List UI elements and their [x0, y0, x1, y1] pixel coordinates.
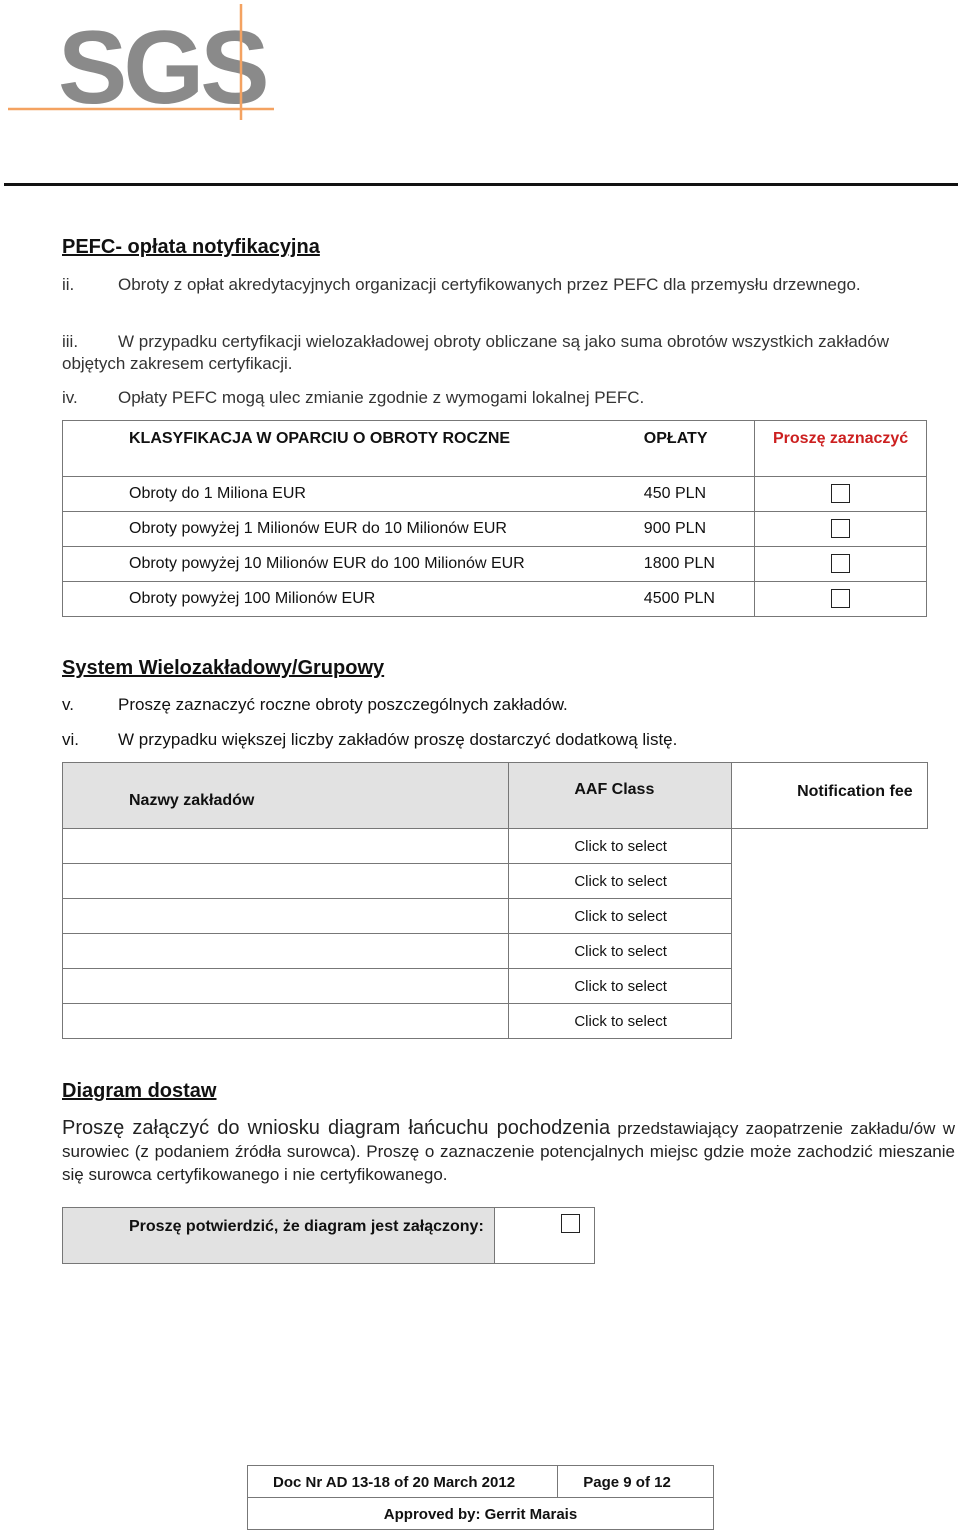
turnover-label: Obroty powyżej 1 Milionów EUR do 10 Milionów EUR [63, 512, 579, 547]
fee-value: 4500 PLN [579, 582, 755, 617]
pefc-item-iv [62, 387, 644, 409]
doc-number: Doc Nr AD 13-18 of 20 March 2012 [248, 1466, 558, 1498]
aaf-class-select[interactable]: Click to select [509, 899, 732, 934]
table-row [63, 547, 927, 582]
group-item-vi [62, 729, 677, 751]
header-aaf-class: AAF Class [509, 763, 732, 829]
table-row [63, 582, 927, 617]
fee-cell [732, 1004, 928, 1039]
item-text: W przypadku większej liczby zakładów proszę dostarczyć dodatkową listę. [118, 730, 678, 749]
aaf-class-select[interactable]: Click to select [509, 1004, 732, 1039]
table-row [63, 899, 928, 934]
logo-text: SGS [58, 10, 266, 120]
fee-table-header [63, 421, 927, 477]
table-row [63, 864, 928, 899]
table-row [63, 829, 928, 864]
fee-cell [732, 969, 928, 1004]
turnover-checkbox[interactable] [831, 519, 850, 538]
turnover-label: Obroty powyżej 100 Milionów EUR [63, 582, 579, 617]
aaf-class-select[interactable]: Click to select [509, 829, 732, 864]
aaf-class-select[interactable]: Click to select [509, 969, 732, 1004]
group-title: System Wielozakładowy/Grupowy [62, 657, 385, 679]
pefc-title: PEFC- opłata notyfikacyjna [62, 236, 320, 258]
fee-value: 900 PLN [579, 512, 755, 547]
item-text: Obroty z opłat akredytacyjnych organizacji certyfikowanych przez PEFC dla przemysłu drzewnego. [118, 275, 861, 294]
group-item-v [62, 694, 568, 716]
turnover-label: Obroty do 1 Miliona EUR [63, 477, 579, 512]
header-fees: OPŁATY [579, 421, 755, 477]
header-rule [4, 183, 958, 186]
sites-table-header [63, 763, 928, 829]
turnover-checkbox[interactable] [831, 554, 850, 573]
diagram-title: Diagram dostaw [62, 1080, 217, 1102]
confirm-checkbox[interactable] [561, 1214, 580, 1233]
aaf-class-select[interactable]: Click to select [509, 864, 732, 899]
approved-by: Approved by: Gerrit Marais [248, 1498, 714, 1530]
site-name-cell[interactable] [63, 864, 509, 899]
table-row [63, 934, 928, 969]
site-name-cell[interactable] [63, 1004, 509, 1039]
table-row [63, 1004, 928, 1039]
item-number: iii. [62, 332, 79, 351]
diagram-paragraph-lead: Proszę załączyć do wniosku diagram łańcuchu pochodzenia [62, 1117, 611, 1139]
table-row [63, 969, 928, 1004]
item-text: Opłaty PEFC mogą ulec zmianie zgodnie z wymogami lokalnej PEFC. [118, 388, 645, 407]
item-text: Proszę zaznaczyć roczne obroty poszczególnych zakładów. [118, 695, 568, 714]
pefc-item-iii [62, 331, 922, 375]
item-number: v. [62, 695, 74, 714]
diagram-confirm-table [62, 1207, 595, 1264]
sgs-logo [0, 0, 280, 120]
fee-value: 450 PLN [579, 477, 755, 512]
header-mark: Proszę zaznaczyć [755, 421, 927, 477]
turnover-checkbox[interactable] [831, 484, 850, 503]
site-name-cell[interactable] [63, 899, 509, 934]
fee-cell [732, 864, 928, 899]
turnover-checkbox[interactable] [831, 589, 850, 608]
diagram-paragraph-rest: przedstawiający zaopatrzenie zakładu/ów w surowiec (z podaniem źródła surowca). Proszę o zaznaczenie potencjalnych miejsc gdzie może zachodzić mieszanie się surowca certyfikowanego i nie certyfikowanego. [62, 1119, 955, 1184]
item-number: ii. [62, 275, 75, 294]
header-classification: KLASYFIKACJA W OPARCIU O OBROTY ROCZNE [63, 421, 579, 477]
table-row [63, 477, 927, 512]
confirm-label: Proszę potwierdzić, że diagram jest załączony: [63, 1208, 495, 1264]
table-row [63, 512, 927, 547]
footer-table [247, 1465, 714, 1530]
sites-table [62, 762, 928, 1039]
header-site-names: Nazwy zakładów [63, 763, 509, 829]
page-number: Page 9 of 12 [558, 1466, 714, 1498]
item-text: W przypadku certyfikacji wielozakładowej obroty obliczane są jako suma obrotów wszystkich zakładów objętych zakresem certyfikacji. [62, 332, 889, 373]
fee-cell [732, 829, 928, 864]
pefc-fee-table [62, 420, 927, 617]
site-name-cell[interactable] [63, 829, 509, 864]
item-number: vi. [62, 730, 79, 749]
fee-cell [732, 899, 928, 934]
pefc-item-ii [62, 274, 922, 296]
header-notification-fee: Notification fee [732, 763, 928, 829]
turnover-label: Obroty powyżej 10 Milionów EUR do 100 Milionów EUR [63, 547, 579, 582]
aaf-class-select[interactable]: Click to select [509, 934, 732, 969]
fee-cell [732, 934, 928, 969]
site-name-cell[interactable] [63, 934, 509, 969]
item-number: iv. [62, 388, 78, 407]
diagram-paragraph [62, 1117, 955, 1186]
fee-value: 1800 PLN [579, 547, 755, 582]
site-name-cell[interactable] [63, 969, 509, 1004]
